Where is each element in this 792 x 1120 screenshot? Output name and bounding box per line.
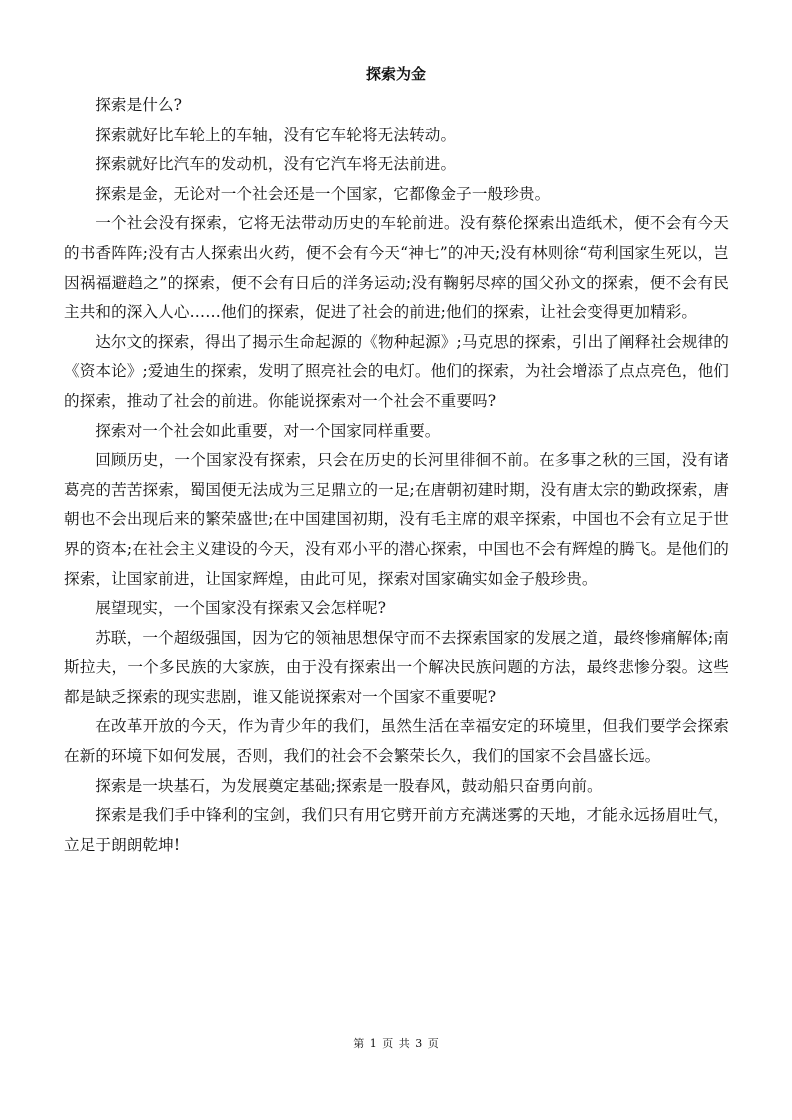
paragraph-8: 回顾历史，一个国家没有探索，只会在历史的长河里徘徊不前。在多事之秋的三国，没有诸葛亮的苦苦探索，蜀国便无法成为三足鼎立的一足;在唐朝初建时期，没有唐太宗的勤政探索，唐朝也不会出现后来的繁荣盛世;在中国建国初期，没有毛主席的艰辛探索，中国也不会有立足于世界的资本;在社会主义建设的今天，没有邓小平的潜心探索，中国也不会有辉煌的腾飞。是他们的探索，让国家前进，让国家辉煌，由此可见，探索对国家确实如金子般珍贵。 xyxy=(64,451,729,588)
paragraph-4: 探索是金，无论对一个社会还是一个国家，它都像金子一般珍贵。 xyxy=(95,184,551,203)
paragraph-3: 探索就好比汽车的发动机，没有它汽车将无法前进。 xyxy=(95,155,457,174)
paragraph-5: 一个社会没有探索，它将无法带动历史的车轮前进。没有蔡伦探索出造纸术，便不会有今天的书香阵阵;没有古人探索出火药，便不会有今天“神七”的冲天;没有林则徐“苟利国家生死以，岂因祸福避趋之”的探索，便不会有日后的洋务运动;没有鞠躬尽瘁的国父孙文的探索，便不会有民主共和的深入人心……他们的探索，促进了社会的前进;他们的探索，让社会变得更加精彩。 xyxy=(64,214,729,322)
paragraph-10: 苏联，一个超级强国，因为它的领袖思想保守而不去探索国家的发展之道，最终惨痛解体;南斯拉夫，一个多民族的大家族，由于没有探索出一个解决民族问题的方法，最终悲惨分裂。这些都是缺乏探索的现实悲剧，谁又能说探索对一个国家不重要呢? xyxy=(64,628,729,706)
paragraph-9: 展望现实，一个国家没有探索又会怎样呢? xyxy=(95,599,387,618)
document-body xyxy=(64,91,729,860)
paragraph-13: 探索是我们手中锋利的宝剑，我们只有用它劈开前方充满迷雾的天地，才能永远扬眉吐气，立足于朗朗乾坤! xyxy=(64,806,729,854)
page-title: 探索为金 xyxy=(365,65,426,83)
paragraph-12: 探索是一块基石，为发展奠定基础;探索是一股春风，鼓动船只奋勇向前。 xyxy=(95,776,603,795)
paragraph-1: 探索是什么? xyxy=(95,96,183,114)
paragraph-11: 在改革开放的今天，作为青少年的我们，虽然生活在幸福安定的环境里，但我们要学会探索在新的环境下如何发展，否则，我们的社会不会繁荣长久，我们的国家不会昌盛长远。 xyxy=(64,717,729,766)
paragraph-7: 探索对一个社会如此重要，对一个国家同样重要。 xyxy=(95,421,441,440)
page-number-footer: 第 1 页 共 3 页 xyxy=(353,1037,439,1050)
paragraph-6: 达尔文的探索，得出了揭示生命起源的《物种起源》;马克思的探索，引出了阐释社会规律的《资本论》;爱迪生的探索，发明了照亮社会的电灯。他们的探索，为社会增添了点点亮色，他们的探索，推动了社会的前进。你能说探索对一个社会不重要吗? xyxy=(64,332,729,410)
paragraph-2: 探索就好比车轮上的车轴，没有它车轮将无法转动。 xyxy=(95,125,457,144)
